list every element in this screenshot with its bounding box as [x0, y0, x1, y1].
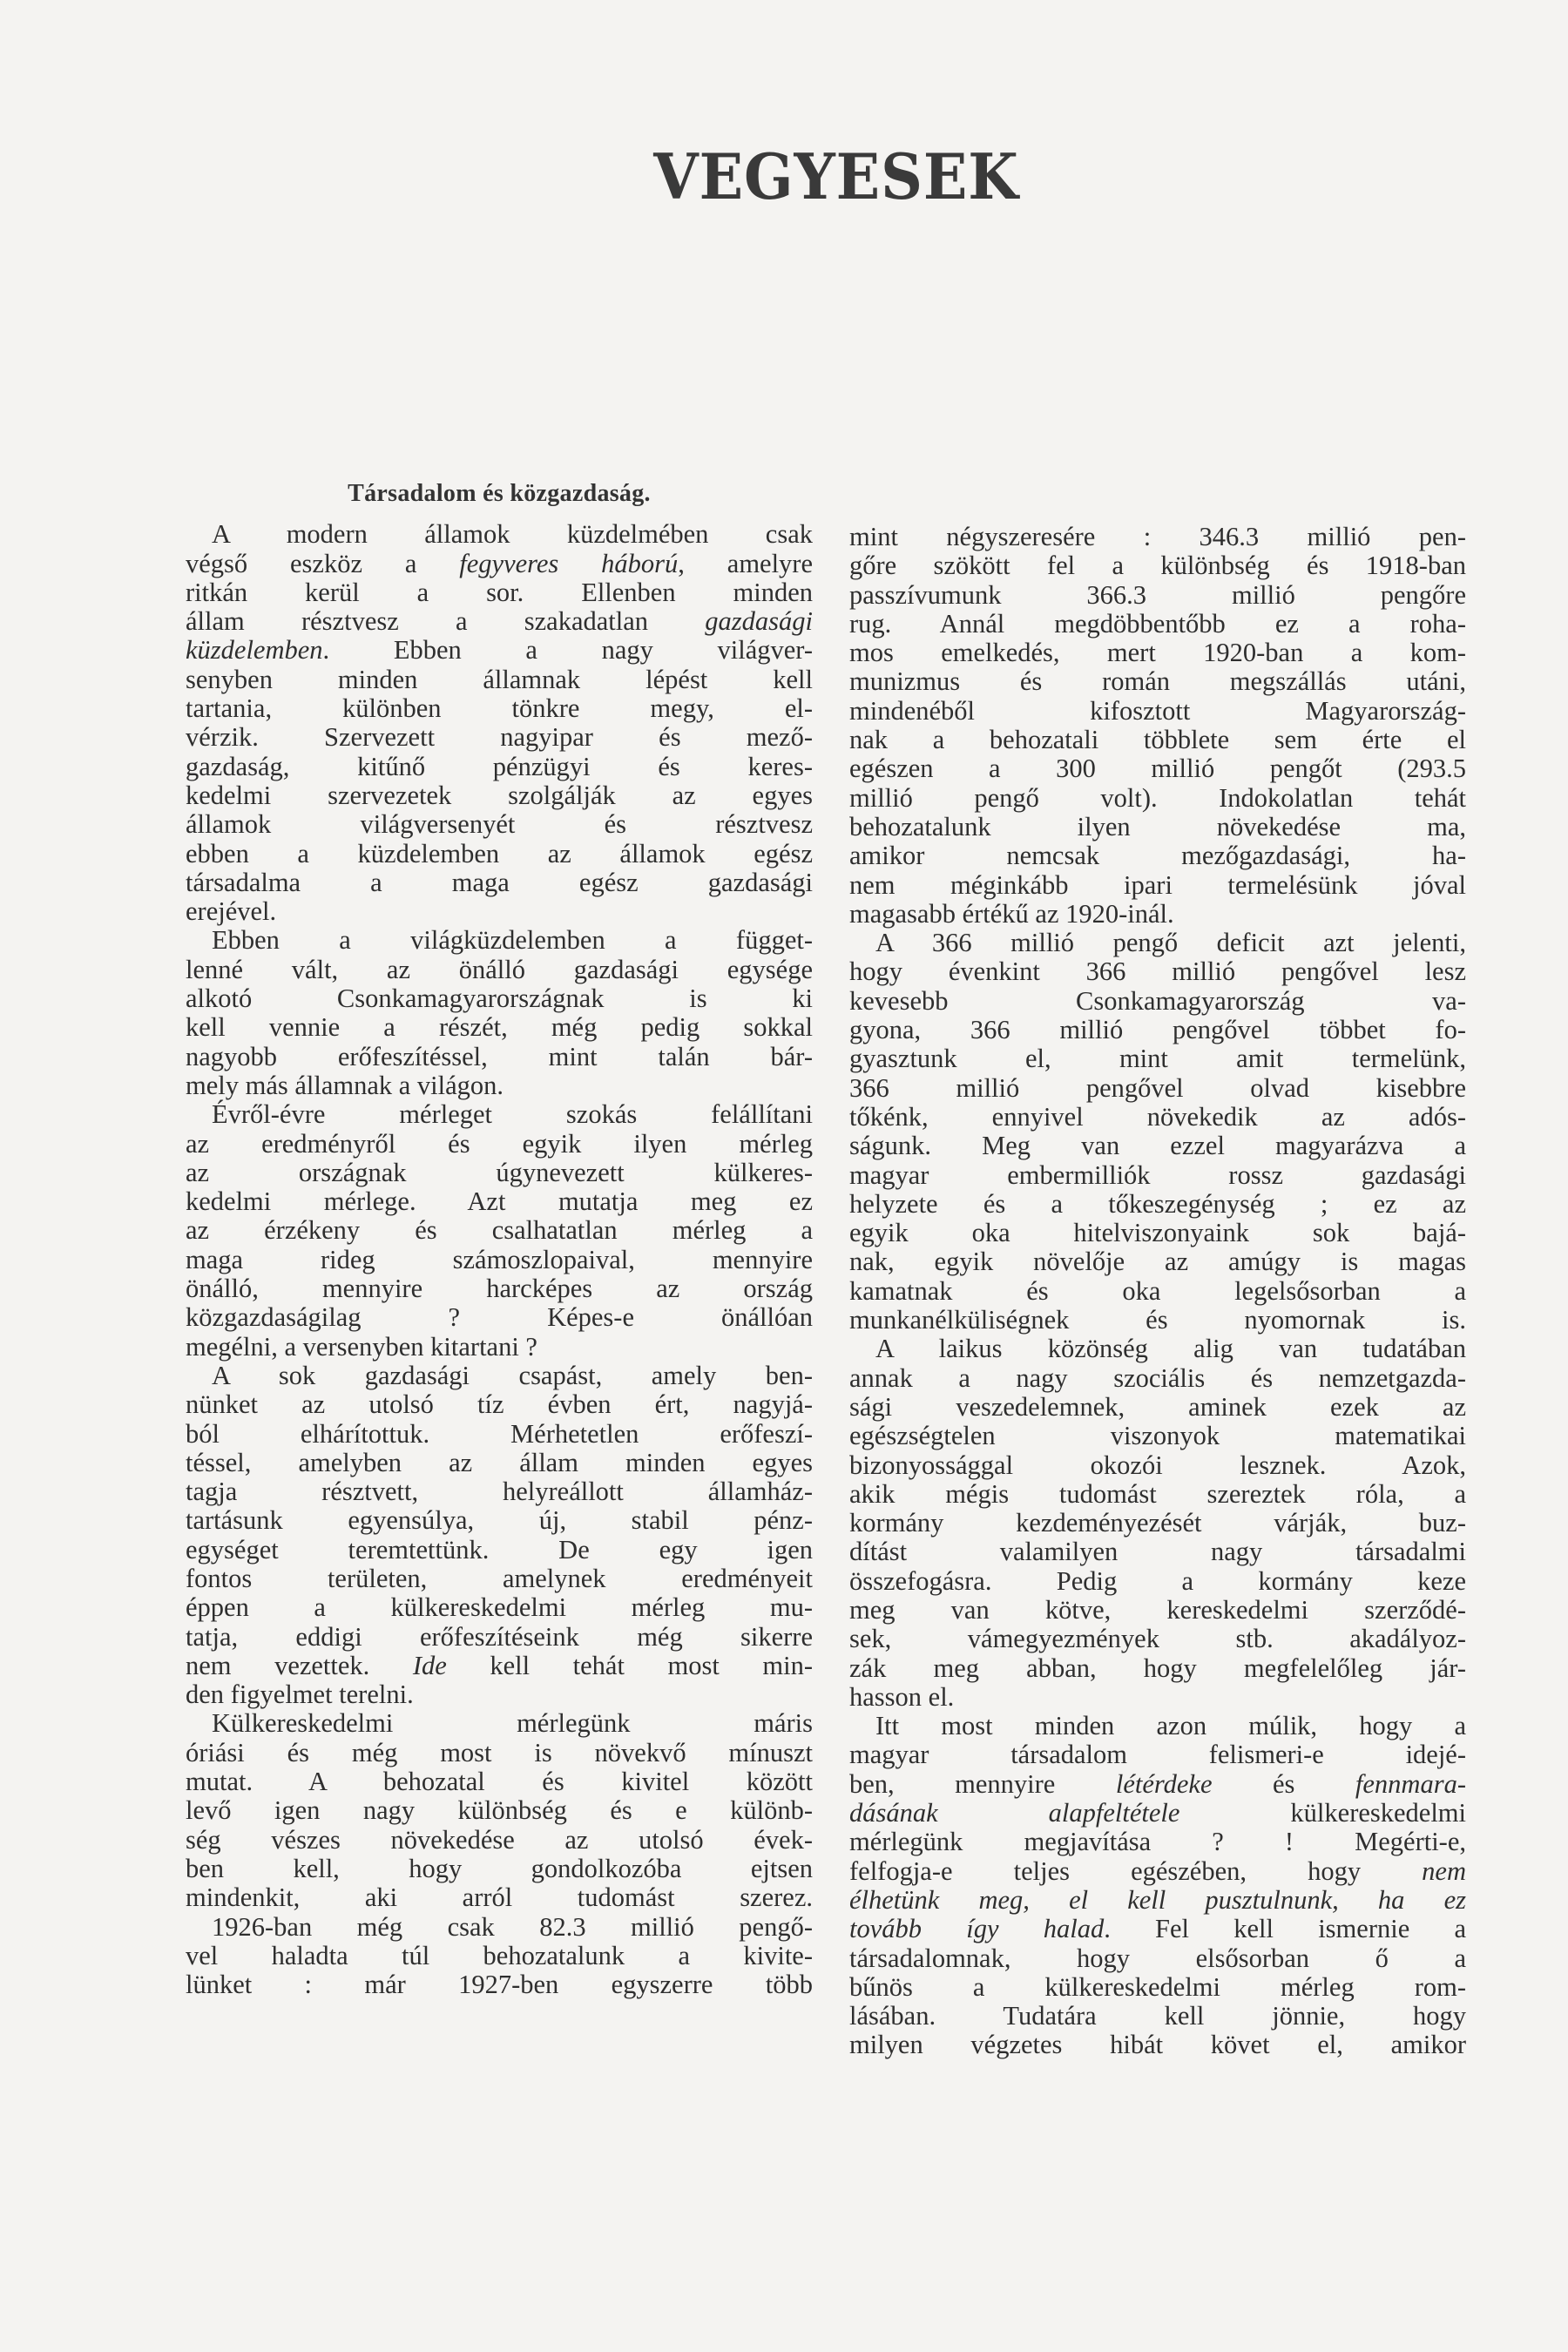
left-column [186, 479, 813, 1999]
text-line: kormány kezdeményezését várják, buz- [849, 1508, 1466, 1538]
text-line: az eredményről és egyik ilyen mérleg [186, 1128, 813, 1159]
text-line: vérzik. Szervezett nagyipar és mező- [186, 722, 813, 753]
text-line: hasson el. [849, 1681, 955, 1712]
text-line: mutat. A behozatal és kivitel között [186, 1767, 813, 1797]
text-line: kedelmi mérlege. Azt mutatja meg ez [186, 1186, 813, 1217]
text-line: önálló, mennyire harcképes az ország [186, 1274, 813, 1304]
text-line: közgazdaságilag ? Képes-e önállóan [186, 1302, 813, 1333]
text-line: sek, vámegyezmények stb. akadályoz- [849, 1624, 1466, 1654]
text-line: lásában. Tudatára kell jönnie, hogy [849, 2001, 1466, 2031]
text-line: A sok gazdasági csapást, amely ben- [212, 1360, 813, 1390]
text-line: küzdelemben. Ebben a nagy világver- [186, 635, 813, 666]
text-line: nem méginkább ipari termelésünk jóval [849, 869, 1466, 900]
text-line: óriási és még most is növekvő mínuszt [186, 1737, 813, 1767]
text-line: Ebben a világküzdelemben a függet- [212, 925, 813, 956]
text-line: ságunk. Meg van ezzel magyarázva a [849, 1131, 1466, 1161]
text-line: magyar társadalom felismeri-e idejé- [849, 1740, 1466, 1770]
text-line: 1926-ban még csak 82.3 millió pengő- [212, 1911, 813, 1942]
text-line: tartania, különben tönkre megy, el- [186, 693, 813, 724]
text-line: A modern államok küzdelmében csak [212, 519, 813, 550]
text-line: gőre szökött fel a különbség és 1918-ban [849, 551, 1466, 581]
text-line: Itt most minden azon múlik, hogy a [875, 1711, 1466, 1741]
text-line: alkotó Csonkamagyarországnak is ki [186, 983, 813, 1014]
text-line: bizonyossággal okozói lesznek. Azok, [849, 1450, 1466, 1480]
text-line: nak, egyik növelője az amúgy is magas [849, 1247, 1466, 1277]
text-line: magasabb értékű az 1920-inál. [849, 898, 1174, 929]
text-line: egyik oka hitelviszonyaink sok bajá- [849, 1218, 1466, 1248]
text-line: gyona, 366 millió pengővel többet fo- [849, 1015, 1466, 1045]
text-line: lenné vált, az önálló gazdasági egysége [186, 954, 813, 984]
text-line: az érzékeny és csalhatatlan mérleg a [186, 1215, 813, 1246]
text-line: éppen a külkereskedelmi mérleg mu- [186, 1592, 813, 1623]
text-line: egészségtelen viszonyok matematikai [849, 1421, 1466, 1451]
text-line: dítást valamilyen nagy társadalmi [849, 1537, 1466, 1567]
text-line: maga rideg számoszlopaival, mennyire [186, 1244, 813, 1274]
text-line: fontos területen, amelynek eredményeit [186, 1563, 813, 1593]
text-line: mos emelkedés, mert 1920-ban a kom- [849, 638, 1466, 668]
right-column [849, 523, 1466, 2060]
text-line: helyzete és a tőkeszegénység ; ez az [849, 1188, 1466, 1219]
text-line: amikor nemcsak mezőgazdasági, ha- [849, 841, 1466, 871]
text-line: Külkereskedelmi mérlegünk máris [212, 1708, 813, 1739]
text-line: mérlegünk megjavítása ? ! Megérti-e, [849, 1827, 1466, 1857]
text-line: meg van kötve, kereskedelmi szerződé- [849, 1594, 1466, 1625]
text-line: nak a behozatali többlete sem érte el [849, 725, 1466, 755]
left-column-text [186, 520, 813, 1999]
text-line: passzívumunk 366.3 millió pengőre [849, 579, 1466, 610]
text-line: egészen a 300 millió pengőt (293.5 [849, 754, 1466, 784]
text-line: az országnak úgynevezett külkeres- [186, 1157, 813, 1187]
text-line: milyen végzetes hibát követ el, amikor [849, 2030, 1466, 2060]
text-line: sági veszedelemnek, aminek ezek az [849, 1391, 1466, 1422]
text-line: ben, mennyire létérdeke és fennmara- [849, 1768, 1466, 1799]
text-line: tőkénk, ennyivel növekedik az adós- [849, 1101, 1466, 1132]
text-line: állam résztvesz a szakadatlan gazdasági [186, 606, 813, 637]
text-line: egységet teremtettünk. De egy igen [186, 1534, 813, 1565]
text-line: lünket : már 1927-ben egyszerre több [186, 1970, 813, 2000]
text-line: mindenkit, aki arról tudomást szerez. [186, 1882, 813, 1913]
text-line: dásának alapfeltétele külkereskedelmi [849, 1798, 1467, 1828]
text-line: bűnös a külkereskedelmi mérleg rom- [849, 1971, 1466, 2002]
text-line: államok világversenyét és résztvesz [186, 809, 813, 840]
page-title: VEGYESEK [653, 139, 1019, 213]
text-line: megélni, a versenyben kitartani ? [186, 1331, 537, 1362]
right-column-text [849, 523, 1466, 2060]
text-line: kevesebb Csonkamagyarország va- [849, 985, 1466, 1016]
text-line: társadalomnak, hogy elsősorban ő a [849, 1943, 1466, 1973]
text-line: felfogja-e teljes egészében, hogy nem [849, 1855, 1466, 1886]
text-line: nem vezettek. Ide kell tehát most min- [186, 1650, 813, 1680]
text-line: millió pengő volt). Indokolatlan tehát [849, 782, 1466, 813]
text-line: A 366 millió pengő deficit azt jelenti, [875, 928, 1466, 958]
text-line: gyasztunk el, mint amit termelünk, [849, 1044, 1466, 1074]
text-line: munizmus és román megszállás utáni, [849, 666, 1466, 697]
text-line: vel haladta túl behozatalunk a kivite- [186, 1940, 813, 1970]
text-line: kamatnak és oka legelsősorban a [849, 1275, 1466, 1306]
text-line: összefogásra. Pedig a kormány keze [849, 1565, 1466, 1596]
text-line: levő igen nagy különbség és e különb- [186, 1795, 813, 1826]
text-line: den figyelmet terelni. [186, 1680, 414, 1710]
text-line: ból elhárítottuk. Mérhetetlen erőfeszí- [186, 1418, 813, 1449]
text-line: senyben minden államnak lépést kell [186, 664, 813, 694]
text-line: élhetünk meg, el kell pusztulnunk, ha ez [849, 1884, 1466, 1915]
text-line: zák meg abban, hogy megfelelőleg jár- [849, 1652, 1466, 1683]
text-line: társadalma a maga egész gazdasági [186, 867, 813, 897]
text-line: erejével. [186, 896, 277, 927]
text-line: hogy évenkint 366 millió pengővel lesz [849, 956, 1466, 987]
text-line: annak a nagy szociális és nemzetgazda- [849, 1362, 1466, 1393]
text-line: behozatalunk ilyen növekedése ma, [849, 811, 1466, 841]
text-line: mint négyszeresére : 346.3 millió pen- [849, 522, 1466, 551]
text-line: tovább így halad. Fel kell ismernie a [849, 1914, 1466, 1944]
text-line: tartásunk egyensúlya, új, stabil pénz- [186, 1505, 813, 1536]
text-line: mindenéből kifosztott Magyarország- [849, 695, 1466, 726]
text-line: ben kell, hogy gondolkozóba ejtsen [186, 1853, 813, 1883]
text-line: kell vennie a részét, még pedig sokkal [186, 1012, 813, 1043]
text-line: végső eszköz a fegyveres háború, amelyre [186, 548, 814, 578]
text-line: A laikus közönség alig van tudatában [875, 1334, 1466, 1364]
text-line: ebben a küzdelemben az államok egész [186, 838, 813, 868]
text-line: Évről-évre mérleget szokás felállítani [212, 1099, 813, 1130]
text-line: akik mégis tudomást szereztek róla, a [849, 1478, 1466, 1509]
section-heading: Társadalom és közgazdaság. [348, 480, 651, 507]
text-line: nagyobb erőfeszítéssel, mint talán bár- [186, 1041, 813, 1071]
text-line: 366 millió pengővel olvad kisebbre [849, 1072, 1466, 1103]
text-line: téssel, amelyben az állam minden egyes [186, 1447, 813, 1477]
text-line: mely más államnak a világon. [186, 1070, 504, 1100]
text-line: munkanélküliségnek és nyomornak is. [849, 1305, 1466, 1335]
text-line: gazdaság, kitűnő pénzügyi és keres- [186, 751, 813, 781]
text-line: ség vészes növekedése az utolsó évek- [186, 1824, 813, 1855]
text-line: tatja, eddigi erőfeszítéseink még sikerre [186, 1621, 813, 1652]
text-line: ritkán kerül a sor. Ellenben minden [186, 577, 813, 607]
text-line: rug. Annál megdöbbentőbb ez a roha- [849, 608, 1466, 639]
text-line: nünket az utolsó tíz évben ért, nagyjá- [186, 1389, 813, 1420]
text-line: kedelmi szervezetek szolgálják az egyes [186, 780, 813, 810]
text-line: magyar embermilliók rossz gazdasági [849, 1159, 1466, 1190]
text-line: tagja résztvett, helyreállott államház- [186, 1477, 813, 1507]
